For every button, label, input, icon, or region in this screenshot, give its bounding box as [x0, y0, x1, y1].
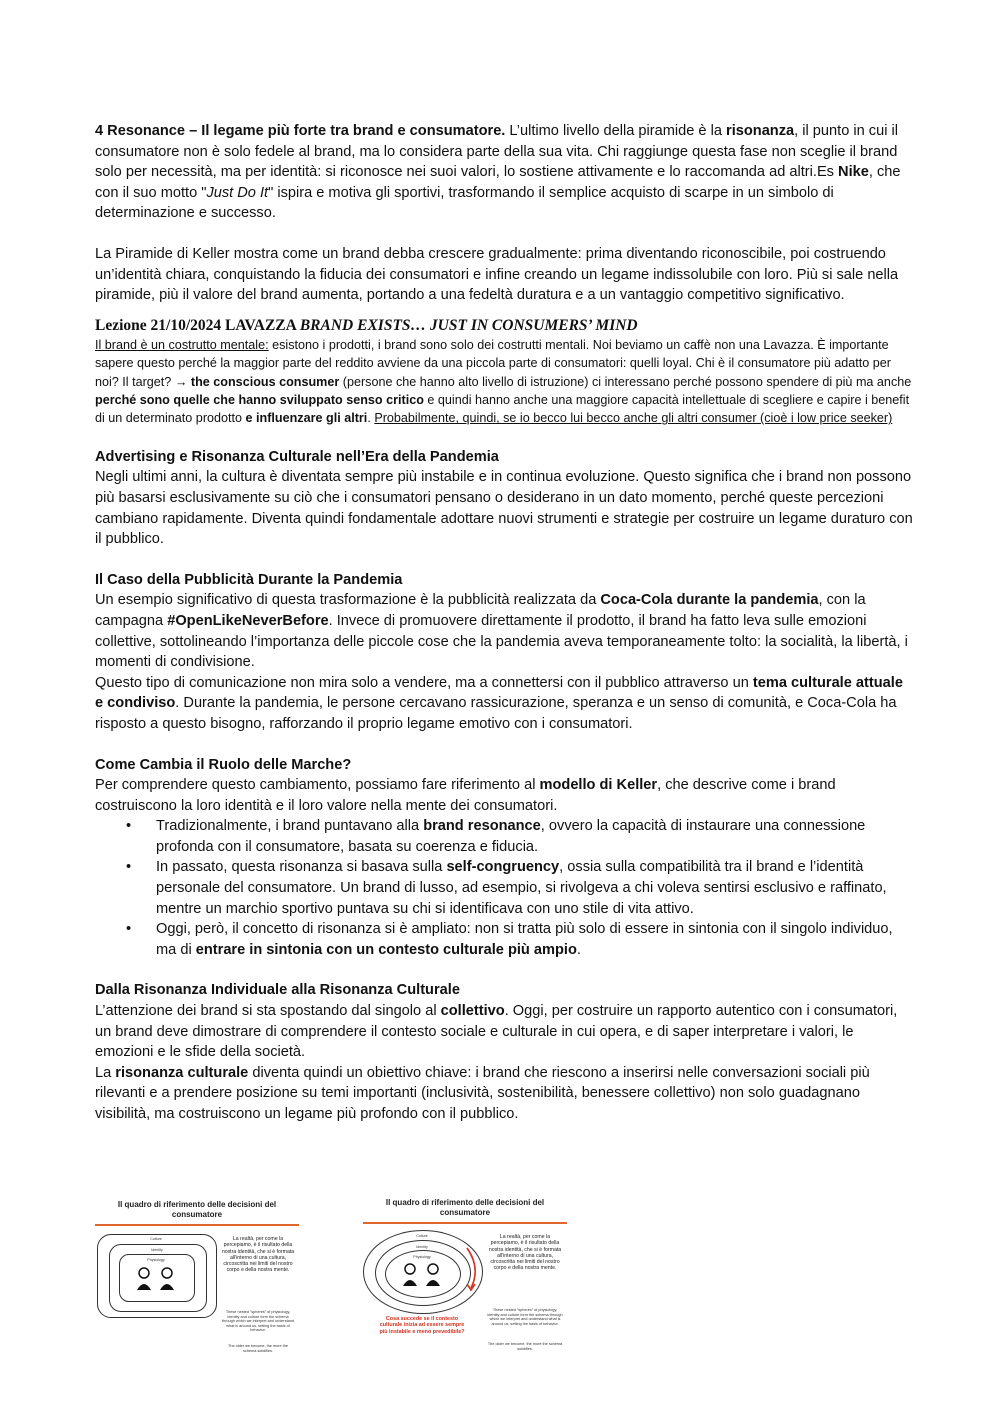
paragraph-resonance: 4 Resonance – Il legame più forte tra brand e consumatore. L’ultimo livello della piramide è la risonanza, il punto in cui il consumatore non è solo fedele al brand, ma lo considera parte della sua vita. Chi raggiunge questa fase non sceglie il brand solo per necessità, ma per identità: si riconosce nei suoi valori, lo sostiene attivamente e lo raccomanda ad altri.Es Nike, che con il suo motto "Just Do It" ispira e motiva gli sportivi, trasformando il semplice acquisto di scarpe in un simbolo di determinazione e successo. [95, 123, 901, 222]
section-heading-marche: Come Cambia il Ruolo delle Marche? [95, 756, 352, 773]
section-heading-advertising: Advertising e Risonanza Culturale nell’Era della Pandemia [95, 448, 499, 465]
slide-description-en-2: The older we become, the more the schema solidifies. [228, 1344, 288, 1353]
list-item: • Tradizionalmente, i brand puntavano alla brand resonance, ovvero la capacità di instaurare una connessione profonda con il consumatore, basata su coerenza e fiducia. [156, 816, 915, 857]
slide-title: Il quadro di riferimento delle decisioni del consumatore [385, 1198, 545, 1217]
identity-label: Identity [151, 1248, 163, 1252]
slide-divider [363, 1222, 567, 1224]
people-icon [397, 1262, 447, 1292]
paragraph-keller-pyramid: La Piramide di Keller mostra come un brand debba crescere gradualmente: prima diventando riconoscibile, poi costruendo un’identità chiara, conquistando la fiducia dei consumatori e infine creando un legame indissolubile con loro. Più si sale nella piramide, più il valore del brand aumenta, portando a una fedeltà duratura e a un vantaggio competitivo significativo. [95, 245, 899, 304]
slide-divider [95, 1224, 299, 1226]
slide-title: Il quadro di riferimento delle decisioni del consumatore [117, 1200, 277, 1219]
resonance-heading: 4 Resonance – Il legame più forte tra brand e consumatore. [95, 123, 506, 139]
lesson-paragraph: Il brand è un costrutto mentale: esistono i prodotti, i brand sono solo dei costrutti mentali. Noi beviamo un caffè non una Lavazza. È importante sapere questo perché la maggior parte del reddito avviene da una piccola parte di consumatori: quelli loyal. Chi è il consumatore più adatto per noi? Il target? → the conscious consumer (persone che hanno alto livello di istruzione) ci interessano perché possono spendere di più ma anche perché sono quelle che hanno sviluppato senso critico e quindi hanno anche una maggiore capacità intellettuale di scegliere e capire i benefit di un determinato prodotto e influenzare gli altri. Probabilmente, quindi, se io becco lui becco anche gli altri consumer (cioè i low price seeker) [95, 337, 912, 426]
section-heading-pandemia: Il Caso della Pubblicità Durante la Pandemia [95, 571, 403, 588]
section-text-advertising: Negli ultimi anni, la cultura è diventata sempre più instabile e in continua evoluzione. Questo significa che i brand non possono più basarsi esclusivamente su ciò che i consumatori pensano o desiderano in un dato momento, perché queste percezioni cambiano rapidamente. Diventa quindi fondamentale adottare nuovi strumenti e strategie per costruire un legame duraturo con il pubblico. [95, 469, 913, 548]
rotation-arrow-icon [463, 1246, 483, 1294]
culture-label: Culture [150, 1237, 162, 1241]
slide-question: Cosa succede se il contesto culturale inizia ad essere sempre più instabile e meno prevedibile? [379, 1316, 465, 1335]
slide-description-en-2: The older we become, the more the schema solidifies. [487, 1342, 563, 1351]
physiology-label: Physiology [147, 1258, 165, 1262]
identity-label: Identity [416, 1245, 428, 1249]
lesson-title: Lezione 21/10/2024 LAVAZZA BRAND EXISTS… JUST IN CONSUMERS’ MIND [95, 316, 638, 334]
culture-label: Culture [416, 1234, 428, 1238]
section-text-pandemia-1: Un esempio significativo di questa trasformazione è la pubblicità realizzata da Coca-Cola durante la pandemia, con la campagna #OpenLikeNeverBefore. Invece di promuovere direttamente il prodotto, il brand ha fatto leva sulle emozioni collettive, sottolineando l’importanza delle piccole cose che la pandemia aveva temporaneamente tolto: la socialità, la libertà, i momenti di condivisione. [95, 592, 908, 671]
slide-description-en: These nested "spheres" of physiology, identity and culture form the schema through which we interpret and understand what is around us, setting the basis of behavior. [487, 1308, 563, 1326]
bullet-list [95, 816, 915, 960]
slide-description: La realtà, per come la percepiamo, è il risultato della nostra identità, che si è formata all'interno di una cultura, circoscritta nei limiti del nostro corpo e della nostra mente. [221, 1236, 295, 1274]
section-text-risonanza-1: L’attenzione dei brand si sta spostando dal singolo al collettivo. Oggi, per costruire un rapporto autentico con i consumatori, un brand deve dimostrare di comprendere il contesto sociale e culturale in cui opera, e di saper interpretare i valori, le emozioni e le sfide della società. [95, 1003, 898, 1061]
physiology-label: Physiology [413, 1255, 431, 1259]
section-text-risonanza-2: La risonanza culturale diventa quindi un obiettivo chiave: i brand che riescono a inserirsi nelle conversazioni sociali più rilevanti e a prendere posizione su temi importanti (inclusività, sostenibilità, benessere collettivo) non solo guadagnano visibilità, ma costruiscono un legame più profondo con il pubblico. [95, 1064, 870, 1122]
section-text-marche: Per comprendere questo cambiamento, possiamo fare riferimento al modello di Keller, che descrive come i brand costruiscono la loro identità e il loro valore nella mente dei consumatori. [95, 777, 836, 814]
people-icon [131, 1266, 181, 1296]
section-text-pandemia-2: Questo tipo di comunicazione non mira solo a vendere, ma a connettersi con il pubblico attraverso un tema culturale attuale e condiviso. Durante la pandemia, le persone cercavano rassicurazione, speranza e un senso di comunità, e Coca-Cola ha risposto a questo bisogno, rafforzando il proprio legame emotivo con i consumatori. [95, 674, 903, 732]
slide-description: La realtà, per come la percepiamo, è il risultato della nostra identità, che si è formata all'interno di una cultura, circoscritta nei limiti del nostro corpo e della nostra mente. [488, 1234, 562, 1272]
section-heading-risonanza: Dalla Risonanza Individuale alla Risonanza Culturale [95, 982, 460, 999]
document-page [95, 121, 915, 1125]
slide-left [95, 1192, 299, 1360]
slide-description-en: These nested "spheres" of physiology, identity and culture form the schema through which we interpret and understand what is around us, setting the basis of behavior. [222, 1310, 294, 1333]
list-item: • Oggi, però, il concetto di risonanza si è ampliato: non si tratta più solo di essere in sintonia con il singolo individuo, ma di entrare in sintonia con un contesto culturale più ampio. [156, 919, 915, 960]
list-item: • In passato, questa risonanza si basava sulla self-congruency, ossia sulla compatibilità tra il brand e l’identità personale del consumatore. Un brand di lusso, ad esempio, si rivolgeva a chi voleva sentirsi esclusivo e raffinato, mentre un marchio sportivo puntava su chi si identificava con uno stile di vita attivo. [156, 857, 915, 919]
arrow-icon: → [174, 374, 188, 389]
slide-images [95, 1192, 575, 1362]
slide-right [363, 1192, 567, 1360]
